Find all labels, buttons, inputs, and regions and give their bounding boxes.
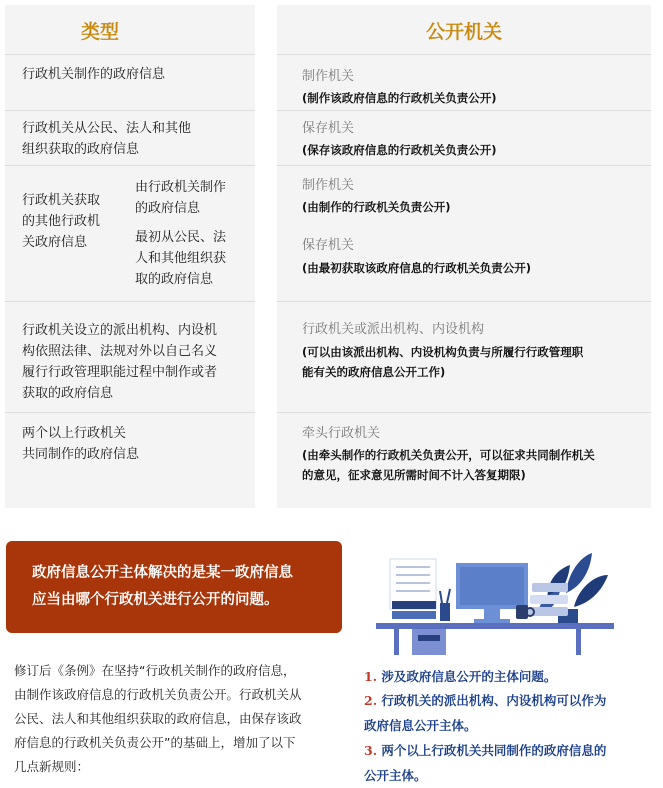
header-divider-right [277, 54, 651, 55]
row-divider-2-right [277, 165, 651, 166]
row-divider-4-left [5, 412, 255, 413]
row3-organ-a: 制作机关 [302, 178, 355, 193]
rule-number-1: 1. [364, 669, 378, 684]
row3-organ-b-desc: (由最初获取该政府信息的行政机关负责公开) [302, 261, 532, 275]
rule-item-2: 2. 行政机关的派出机构、内设机构可以作为 政府信息公开主体。 [364, 693, 607, 733]
desk-drawer-handle [418, 635, 440, 641]
row2-organ: 保存机关 [302, 121, 355, 136]
row1-organ: 制作机关 [302, 69, 355, 84]
desk-drawer [412, 629, 446, 655]
row1-organ-desc: (制作该政府信息的行政机关负责公开) [302, 91, 497, 105]
rule-number-2: 2. [364, 693, 378, 708]
document-stack-icon [390, 559, 436, 619]
organ-header: 公开机关 [425, 21, 502, 43]
desk-leg-right [576, 629, 581, 655]
rule-item-1: 1. 涉及政府信息公开的主体问题。 [364, 669, 557, 684]
row3-type-main: 行政机关获取 的其他行政机 关政府信息 [22, 193, 101, 250]
row3-subtype-made: 由行政机关制作 的政府信息 [135, 180, 227, 216]
intro-paragraph: 修订后《条例》在坚持“行政机关制作的政府信息， 由制作该政府信息的行政机关负责公开。行政机关从 公民、法人和其他组织获取的政府信息，由保存该政 府信息的行政机关负责公开”的基础上，增加了以下 几点新规则： [14, 663, 302, 774]
desk-leg-left [394, 629, 399, 655]
row-divider-3-right [277, 301, 651, 302]
row5-organ-desc: (由牵头制作的行政机关负责公开，可以征求共同制作机关 的意见，征求意见所需时间不计入答复期限) [302, 448, 595, 482]
row2-organ-desc: (保存该政府信息的行政机关负责公开) [302, 143, 497, 157]
row-divider-1-right [277, 110, 651, 111]
rule-number-3: 3. [364, 743, 378, 758]
row1-type: 行政机关制作的政府信息 [22, 67, 166, 82]
row-divider-2-left [5, 165, 255, 166]
rule-item-3: 3. 两个以上行政机关共同制作的政府信息的 公开主体。 [364, 743, 607, 783]
row3-organ-a-desc: (由制作的行政机关负责公开) [302, 200, 451, 214]
header-divider-left [5, 54, 255, 55]
desk-illustration [370, 545, 620, 655]
row-divider-3-left [5, 301, 255, 302]
row4-organ-desc: (可以由该派出机构、内设机构负责与所履行行政管理职 能有关的政府信息公开工作) [302, 345, 584, 379]
row2-type: 行政机关从公民、法人和其他 组织获取的政府信息 [22, 121, 192, 157]
row3-organ-b: 保存机关 [302, 238, 355, 253]
row3-subtype-obtained: 最初从公民、法 人和其他组织获 取的政府信息 [135, 230, 227, 287]
desk-top [376, 623, 614, 629]
row4-organ: 行政机关或派出机构、内设机构 [302, 322, 485, 337]
type-header: 类型 [80, 21, 119, 43]
row5-organ: 牵头行政机关 [302, 426, 381, 441]
row4-type: 行政机关设立的派出机构、内设机 构依照法律、法规对外以自己名义 履行行政管理职能过程中制作或者 获取的政府信息 [22, 323, 218, 401]
row-divider-1-left [5, 110, 255, 111]
row5-type: 两个以上行政机关 共同制作的政府信息 [22, 426, 140, 462]
pencil-cup-icon [440, 589, 450, 621]
summary-banner-text: 政府信息公开主体解决的是某一政府信息 应当由哪个行政机关进行公开的问题。 [32, 564, 293, 608]
summary-banner [6, 541, 342, 633]
row-divider-4-right [277, 412, 651, 413]
